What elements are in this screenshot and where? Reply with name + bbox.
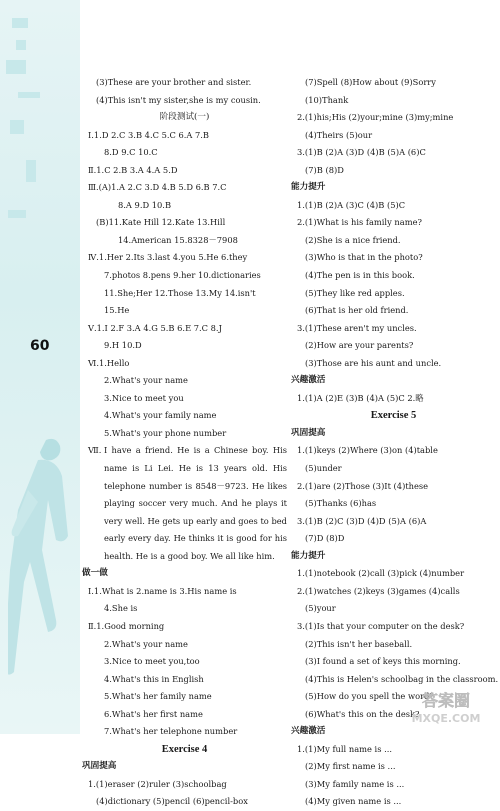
answer-line: 7.photos 8.pens 9.her 10.dictionaries [104,270,261,281]
answer-line: 1.(1)eraser (2)ruler (3)schoolbag [88,778,227,789]
answer-line: (4)This is Helen's schoolbag in the classroom. [305,673,499,684]
answer-line: (4)This isn't my sister,she is my cousin. [96,94,261,105]
deco-block [10,120,24,134]
deco-block [26,160,36,182]
answer-line: 4.What's this in English [104,673,204,684]
deco-block [16,40,26,50]
answer-line: 1.(1)B (2)A (3)C (4)B (5)C [297,199,406,210]
answer-line: 7.What's her telephone number [104,726,238,737]
answer-line: 2.(1)his;His (2)your;mine (3)my;mine [297,112,454,123]
answer-line: 8.A 9.D 10.B [118,199,172,210]
answer-line: (5)your [305,603,336,614]
answer-line: Ⅴ.1.I 2.F 3.A 4.G 5.B 6.E 7.C 8.J [88,322,222,333]
deco-block [18,92,40,98]
answer-line: 11.She;Her 12.Those 13.My 14.isn't [104,287,256,298]
answer-line: (3)My family name is ... [305,778,405,789]
answer-line: 4.What's your family name [104,410,217,421]
running-figure-silhouette [8,430,78,730]
answer-line: (7)D (8)D [305,533,345,544]
answer-line: 2.(1)What is his family name? [297,217,422,228]
answer-line: (10)Thank [305,94,349,105]
answer-line: 3.(1)B (2)C (3)D (4)D (5)A (6)A [297,515,427,526]
section-heading: 兴趣激活 [291,726,326,737]
answer-line: 1.(1)My full name is ... [297,743,393,754]
answer-line: (2)My first name is ... [305,761,396,772]
section-heading: 做一做 [82,568,108,579]
answer-line: (5)under [305,463,342,474]
answer-column-left [82,74,287,811]
svg-text:MXQE.COM: MXQE.COM [411,712,481,725]
answer-line: (6)What's this on the desk? [305,708,420,719]
decorative-sidebar [0,0,80,734]
essay-text: I have a friend. He is a Chinese boy. His name is Li Lei. He is 13 years old. His telephone number is 8548－9723. He likes playing soccer very much. And he plays it very well. He gets up early and goes to bed early every day. He thinks it is good for his health. He is a good boy. We all like him. [104,445,287,561]
answer-line: Ⅰ.1.D 2.C 3.B 4.C 5.C 6.A 7.B [88,129,210,140]
answer-line: 6.What's her first name [104,708,203,719]
deco-block [6,60,26,74]
answer-line: Ⅲ.(A)1.A 2.C 3.D 4.B 5.D 6.B 7.C [88,182,227,193]
answer-line: (4)My given name is ... [305,796,402,807]
answer-line: (5)Thanks (6)has [305,498,377,509]
answer-line: Ⅳ.1.Her 2.Its 3.last 4.you 5.He 6.they [88,252,248,263]
answer-line: (4)The pen is in this book. [305,270,415,281]
answer-line: 8.D 9.C 10.C [104,147,158,158]
essay-number: Ⅶ. [88,445,102,456]
test-title: 阶段测试(一) [159,112,210,123]
answer-line: (2)This isn't her baseball. [305,638,413,649]
watermark-logo [400,688,492,728]
answer-line: 15.He [104,305,130,316]
answer-line: 2.What's your name [104,638,188,649]
answer-line: 1.(1)notebook (2)call (3)pick (4)number [297,568,465,579]
answer-line: (3)Those are his aunt and uncle. [305,357,442,368]
answer-list-part2 [82,565,287,811]
answer-line: (2)She is a nice friend. [305,234,401,245]
answer-line: (7)B (8)D [305,164,344,175]
section-heading: 巩固提高 [82,761,117,772]
answer-line: 3.(1)B (2)A (3)D (4)B (5)A (6)C [297,147,426,158]
answer-line: (4)Theirs (5)our [305,129,373,140]
answer-line: (7)Spell (8)How about (9)Sorry [305,77,436,87]
answer-list-part1 [82,74,287,442]
answer-line: (5)They like red apples. [305,287,405,298]
section-heading: 巩固提高 [291,427,326,438]
answer-line: (3)Who is that in the photo? [305,252,423,263]
exercise-title: Exercise 5 [370,410,417,422]
answer-line: 3.(1)Is that your computer on the desk? [297,620,465,631]
answer-line: 5.What's your phone number [104,427,227,438]
answer-line: 9.H 10.D [104,340,142,351]
exercise-title: Exercise 4 [161,743,208,755]
page-number: 60 [30,338,50,354]
answer-line: (4)dictionary (5)pencil (6)pencil-box [96,796,248,807]
answer-line: 3.Nice to meet you,too [104,656,200,667]
section-heading: 兴趣激活 [291,375,326,386]
answer-line: Ⅵ.1.Hello [88,357,130,368]
answer-line: (3)These are your brother and sister. [96,77,252,87]
svg-text:答案圈: 答案圈 [421,691,471,710]
section-heading: 能力提升 [291,182,326,193]
answer-line: 3.Nice to meet you [104,392,184,403]
answer-line: 2.(1)watches (2)keys (3)games (4)calls [297,585,460,596]
answer-line: 5.What's her family name [104,691,212,702]
answer-line: (5)How do you spell the word? [305,691,434,702]
answer-line: 1.(1)keys (2)Where (3)on (4)table [297,445,438,456]
answer-line: 1.(1)A (2)E (3)B (4)A (5)C 2.略 [297,392,424,403]
deco-block [12,18,28,28]
answer-line: 4.She is [104,603,138,614]
answer-line: Ⅱ.1.Good morning [88,620,165,631]
answer-line: 2.(1)are (2)Those (3)It (4)these [297,480,429,491]
section-heading: 能力提升 [291,550,326,561]
essay-paragraph [82,442,287,565]
answer-line: Ⅱ.1.C 2.B 3.A 4.A 5.D [88,164,178,175]
answer-line: Ⅰ.1.What is 2.name is 3.His name is [88,585,237,596]
answer-line: (B)11.Kate Hill 12.Kate 13.Hill [96,217,226,228]
answer-line: 14.American 15.8328－7908 [118,234,238,245]
deco-block [8,210,26,218]
answer-line: (6)That is her old friend. [305,305,409,316]
answer-line: 3.(1)These aren't my uncles. [297,322,417,333]
answer-line: (3)I found a set of keys this morning. [305,656,461,667]
answer-line: (2)How are your parents? [305,340,414,351]
answer-line: 2.What's your name [104,375,188,386]
